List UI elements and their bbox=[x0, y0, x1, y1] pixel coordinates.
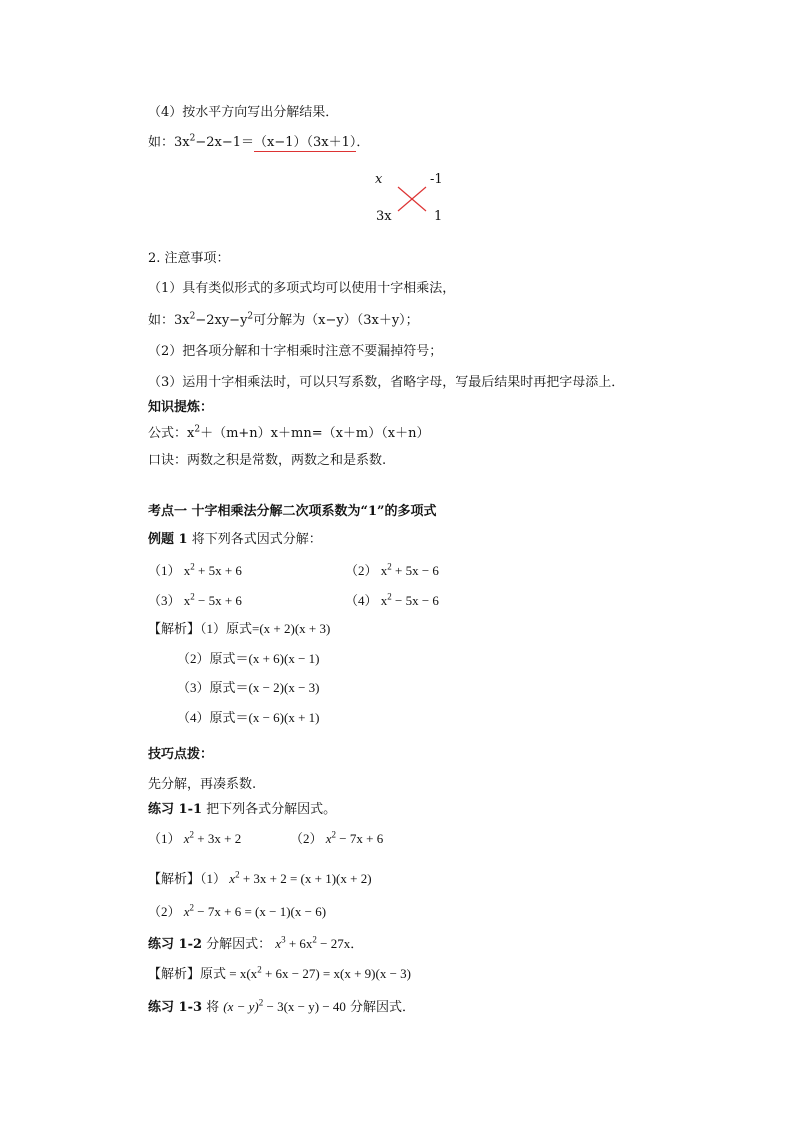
q2-rest: + 5x − 6 bbox=[391, 563, 439, 578]
q3-rest: − 5x + 6 bbox=[194, 593, 242, 608]
ex1-q2 bbox=[345, 562, 439, 580]
example1-text: 将下列各式因式分解： bbox=[187, 532, 322, 547]
solution-label: 【解析】 bbox=[148, 871, 201, 886]
p13-expr-a: (x − y) bbox=[223, 999, 259, 1014]
p11-text: 把下列各式分解因式。 bbox=[202, 802, 337, 817]
sol1-text: （1）原式=(x + 2)(x + 3) bbox=[200, 621, 331, 636]
topic1-title: 考点一 十字相乘法分解二次项系数为“1”的多项式 bbox=[148, 504, 437, 519]
cross-bottom-left: 3x bbox=[376, 209, 392, 224]
solution-1 bbox=[148, 620, 330, 638]
exp-2: 2 bbox=[331, 829, 337, 840]
solution-3: （3）原式＝(x − 2)(x − 3) bbox=[177, 680, 320, 695]
exp-2: 2 bbox=[387, 591, 392, 602]
practice-1-1 bbox=[148, 801, 336, 819]
exp-2: 2 bbox=[190, 561, 195, 572]
note-1-example bbox=[148, 312, 419, 330]
example1-line bbox=[148, 531, 322, 549]
example-mid: −2x−1＝ bbox=[195, 135, 255, 150]
formula-line bbox=[148, 425, 429, 443]
p12-sol-a: 原式 = x(x bbox=[200, 966, 258, 981]
tips-title: 技巧点拨： bbox=[148, 747, 214, 762]
p11-q1 bbox=[148, 830, 241, 848]
step4-text: （4）按水平方向写出分解结果． bbox=[148, 105, 339, 120]
p11-q2 bbox=[290, 830, 383, 848]
mnemonic: 口诀：两数之积是常数，两数之和是系数. bbox=[148, 453, 387, 468]
p11-q1-x: x bbox=[183, 831, 190, 846]
note-1: （1）具有类似形式的多项式均可以使用十字相乘法， bbox=[148, 281, 456, 296]
practice-1-2 bbox=[148, 935, 363, 954]
p12-solution bbox=[148, 965, 411, 983]
q4-num: （4） bbox=[345, 593, 378, 608]
ex1-q1 bbox=[148, 562, 242, 580]
q4-x: x bbox=[380, 593, 388, 608]
note-2: （2）把各项分解和十字相乘时注意不要漏掉符号； bbox=[148, 344, 443, 359]
exp-2: 2 bbox=[312, 934, 317, 945]
exp-2: 2 bbox=[190, 591, 195, 602]
p11-label: 练习 1-1 bbox=[148, 802, 203, 817]
example1-label: 例题 1 bbox=[148, 532, 188, 547]
example-end: ． bbox=[356, 135, 370, 150]
solution-4: （4）原式＝(x − 6)(x + 1) bbox=[177, 710, 320, 725]
p11-solution-2 bbox=[148, 903, 326, 921]
p12-text: 分解因式： bbox=[202, 937, 276, 952]
solution-2: （2）原式＝(x + 6)(x − 1) bbox=[177, 651, 320, 666]
p12-label: 练习 1-2 bbox=[148, 937, 203, 952]
p11-s2-num: （2） bbox=[148, 904, 184, 919]
p11-q2-x: x bbox=[325, 831, 332, 846]
exp-2: 2 bbox=[189, 902, 195, 913]
practice-1-3 bbox=[148, 998, 415, 1017]
exp-2: 2 bbox=[247, 311, 254, 322]
tips-text: 先分解，再凑系数. bbox=[148, 777, 257, 792]
q4-rest: − 5x − 6 bbox=[391, 593, 439, 608]
p11-q1-num: （1） bbox=[148, 831, 184, 846]
p12-rest: − 27x bbox=[316, 936, 351, 951]
cross-top-left: x bbox=[375, 172, 383, 187]
q3-x: x bbox=[183, 593, 191, 608]
note-3: （3）运用十字相乘法时，可以只写系数，省略字母，写最后结果时再把字母添上． bbox=[148, 375, 625, 390]
q1-rest: + 5x + 6 bbox=[194, 563, 242, 578]
cross-lines bbox=[396, 185, 428, 213]
exp-2: 2 bbox=[257, 964, 262, 975]
p11-q2-rest: − 7x + 6 bbox=[336, 831, 384, 846]
p11-solution-1 bbox=[148, 870, 372, 888]
q3-num: （3） bbox=[148, 593, 181, 608]
cross-bottom-right: 1 bbox=[434, 209, 443, 224]
p12-end: ． bbox=[350, 937, 364, 952]
exp-3: 3 bbox=[281, 934, 286, 945]
p12-mid: + 6x bbox=[285, 936, 313, 951]
exp-2: 2 bbox=[189, 311, 196, 322]
note1-ex-c: 可分解为（x−y）（3x＋y）； bbox=[253, 313, 419, 328]
formula-b: ＋（m+n）x＋mn=（x＋m）（x＋n） bbox=[200, 426, 430, 441]
ex1-q3 bbox=[148, 592, 242, 610]
q2-num: （2） bbox=[345, 563, 378, 578]
p11-s2-rest: − 7x + 6 = (x − 1)(x − 6) bbox=[194, 904, 327, 919]
cross-top-right: -1 bbox=[430, 172, 443, 187]
example-line bbox=[148, 134, 369, 152]
exp-2: 2 bbox=[189, 829, 195, 840]
example-prefix: 如：3x bbox=[148, 135, 190, 150]
p11-s2-x: x bbox=[183, 904, 190, 919]
p11-s1-rest: + 3x + 2 = (x + 1)(x + 2) bbox=[239, 871, 372, 886]
summary-title: 知识提炼： bbox=[148, 400, 214, 415]
p13-label: 练习 1-3 bbox=[148, 1000, 203, 1015]
exp-2: 2 bbox=[258, 997, 264, 1008]
p13-text-b: 分解因式． bbox=[345, 1000, 416, 1015]
exp-2: 2 bbox=[387, 561, 392, 572]
exp-2: 2 bbox=[189, 133, 196, 144]
p13-text-a: 将 bbox=[202, 1000, 224, 1015]
solution-label: 【解析】 bbox=[148, 966, 201, 981]
p11-s1-num: （1） bbox=[200, 871, 230, 886]
p12-x: x bbox=[275, 936, 282, 951]
exp-2: 2 bbox=[194, 424, 201, 435]
p12-sol-c: + 6x − 27) = x(x + 9)(x − 3) bbox=[261, 966, 411, 981]
p13-expr-c: − 3(x − y) − 40 bbox=[263, 999, 346, 1014]
q1-num: （1） bbox=[148, 563, 181, 578]
p11-q1-rest: + 3x + 2 bbox=[194, 831, 242, 846]
formula-a: 公式：x bbox=[148, 426, 195, 441]
note1-ex-a: 如：3x bbox=[148, 313, 190, 328]
note1-ex-b: −2xy−y bbox=[195, 313, 248, 328]
notes-title: 2. 注意事项： bbox=[148, 251, 230, 266]
q1-x: x bbox=[183, 563, 191, 578]
q2-x: x bbox=[380, 563, 388, 578]
exp-2: 2 bbox=[235, 869, 240, 880]
p11-s1-x: x bbox=[229, 871, 236, 886]
example-result: （x−1）（3x＋1） bbox=[254, 135, 357, 150]
solution-label: 【解析】 bbox=[148, 621, 201, 636]
p11-q2-num: （2） bbox=[290, 831, 326, 846]
ex1-q4 bbox=[345, 592, 439, 610]
